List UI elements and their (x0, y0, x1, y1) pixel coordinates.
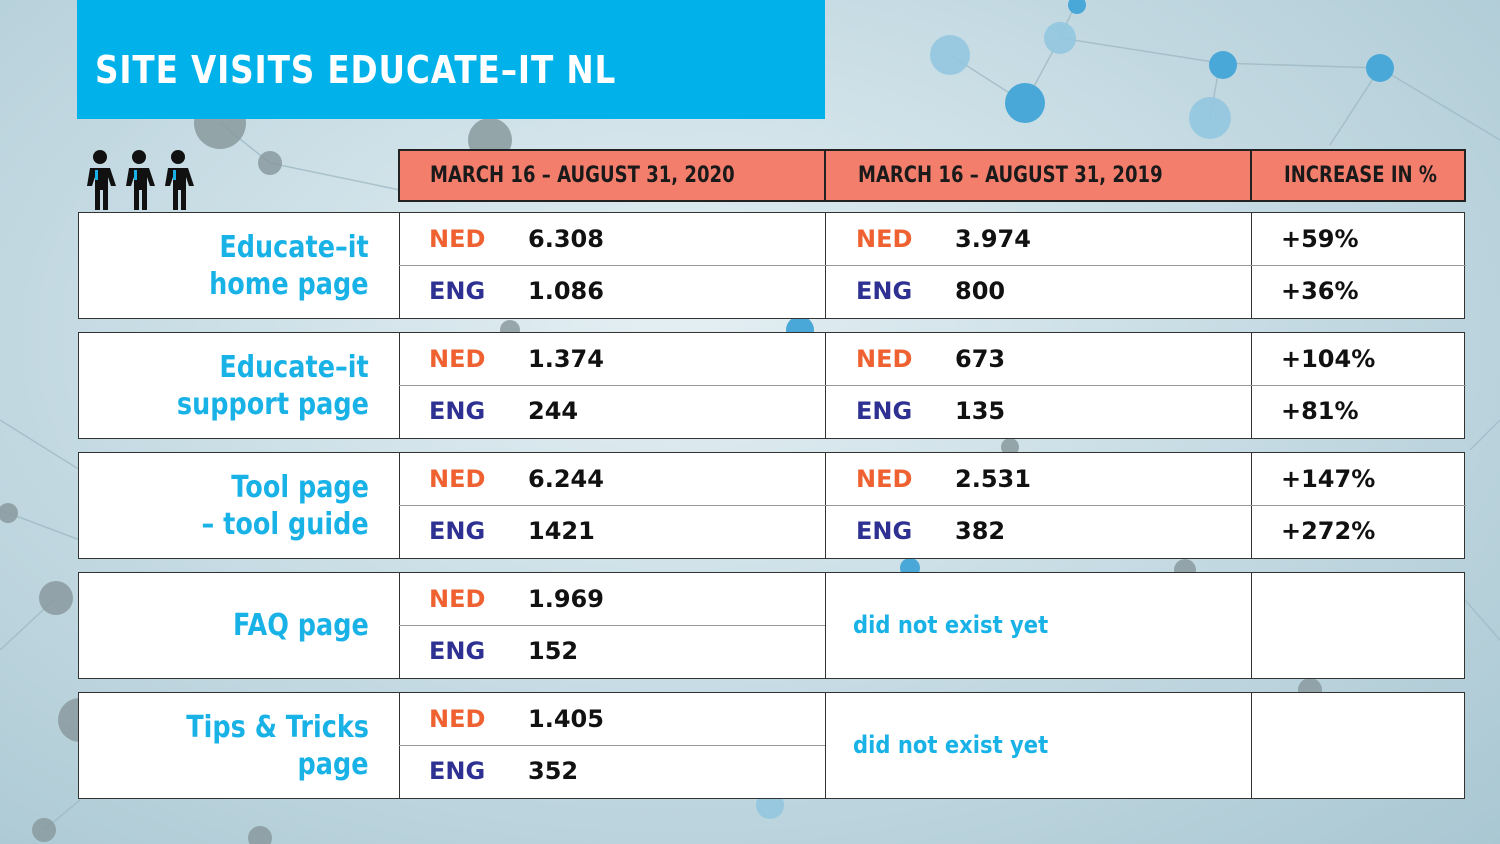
row-divider (399, 625, 825, 626)
column-divider (1251, 573, 1252, 678)
not-existing-note (853, 599, 1075, 651)
header-increase (1250, 149, 1466, 202)
ned-label: NED (856, 225, 913, 253)
value-2020: 352 (528, 757, 579, 785)
page-title: SITE VISITS EDUCATE–IT NL (95, 48, 617, 92)
eng-label: ENG (429, 757, 486, 785)
page-label-line: – tool guide (201, 506, 369, 542)
value-2019: 135 (955, 397, 1006, 425)
eng-label: ENG (429, 397, 486, 425)
eng-label: ENG (429, 277, 486, 305)
header-2020 (398, 149, 826, 202)
row-group (78, 452, 1465, 559)
ned-label: NED (856, 345, 913, 373)
page-label (79, 333, 399, 438)
increase-value: +59% (1281, 225, 1359, 253)
row-group (78, 692, 1465, 799)
column-divider (1251, 693, 1252, 798)
page-label (79, 693, 399, 798)
people-icon (80, 148, 198, 214)
column-divider (825, 573, 826, 678)
eng-label: ENG (429, 517, 486, 545)
page-label-line: Tool page (231, 469, 369, 505)
header-increase-label: INCREASE IN % (1284, 163, 1437, 188)
page-label-line: Educate–it (219, 229, 369, 265)
row-group (78, 572, 1465, 679)
row-divider (399, 745, 825, 746)
value-2020: 1.969 (528, 585, 604, 613)
page-label-line: Tips & Tricks (186, 709, 369, 745)
value-2019: 673 (955, 345, 1006, 373)
value-2019: 800 (955, 277, 1006, 305)
page-label-line: home page (209, 266, 369, 302)
value-2020: 152 (528, 637, 579, 665)
eng-label: ENG (429, 637, 486, 665)
eng-label: ENG (856, 517, 913, 545)
header-2020-label: MARCH 16 – AUGUST 31, 2020 (430, 163, 735, 188)
increase-value: +36% (1281, 277, 1359, 305)
page-label (79, 213, 399, 318)
ned-label: NED (429, 705, 486, 733)
not-existing-note-text: did not exist yet (853, 611, 1049, 639)
ned-label: NED (856, 465, 913, 493)
ned-label: NED (429, 225, 486, 253)
value-2020: 244 (528, 397, 579, 425)
ned-label: NED (429, 345, 486, 373)
value-2019: 382 (955, 517, 1006, 545)
page-label-line: FAQ page (233, 608, 369, 643)
header-2019 (824, 149, 1252, 202)
row-group (78, 332, 1465, 439)
value-2019: 3.974 (955, 225, 1031, 253)
increase-value: +104% (1281, 345, 1376, 373)
increase-value: +272% (1281, 517, 1376, 545)
ned-label: NED (429, 465, 486, 493)
increase-value: +81% (1281, 397, 1359, 425)
value-2020: 1421 (528, 517, 595, 545)
eng-label: ENG (856, 397, 913, 425)
increase-value: +147% (1281, 465, 1376, 493)
not-existing-note (853, 719, 1075, 771)
value-2020: 1.374 (528, 345, 604, 373)
not-existing-note-text: did not exist yet (853, 731, 1049, 759)
header-2019-label: MARCH 16 – AUGUST 31, 2019 (858, 163, 1163, 188)
ned-label: NED (429, 585, 486, 613)
value-2020: 1.086 (528, 277, 604, 305)
eng-label: ENG (856, 277, 913, 305)
page-label-line: support page (176, 386, 369, 422)
page-label (79, 573, 399, 678)
value-2020: 6.244 (528, 465, 604, 493)
column-divider (825, 693, 826, 798)
value-2019: 2.531 (955, 465, 1031, 493)
value-2020: 1.405 (528, 705, 604, 733)
value-2020: 6.308 (528, 225, 604, 253)
page-label (79, 453, 399, 558)
page-label-line: Educate–it (219, 349, 369, 385)
row-group (78, 212, 1465, 319)
page-label-line: page (297, 746, 369, 782)
